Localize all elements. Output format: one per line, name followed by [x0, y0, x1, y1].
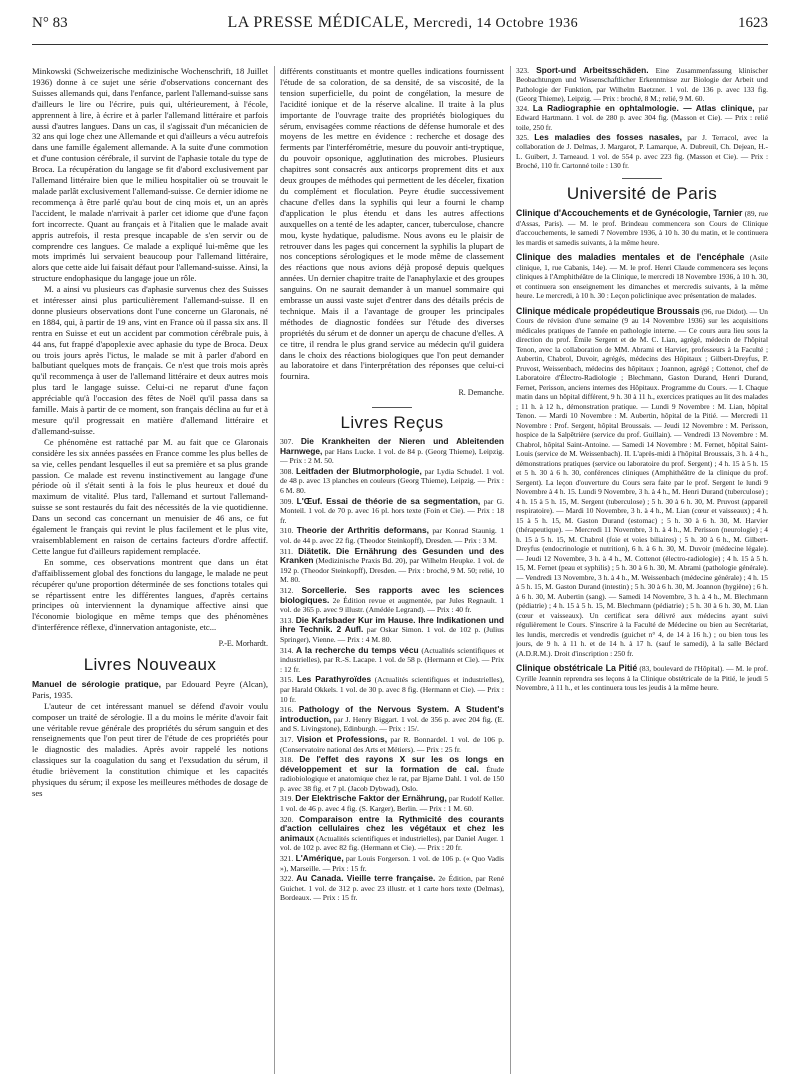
book-meta: par Oskar Simon. 1 vol. de 102 p. (Julius Springer), Vienne. — Prix : 4 M. 80.	[280, 625, 504, 644]
book-number: 320.	[280, 814, 300, 824]
book-number: 318.	[280, 755, 300, 765]
book-title: Die Krankheiten der Nieren und Ableitenden Harnwege,	[280, 436, 504, 456]
book-meta: (Actualités scientifiques et industrielles), par Daniel Auger. 1 vol. de 102 p. avec 82 fig. (Hermann et Cie). — Prix : 20 fr.	[280, 833, 504, 853]
book-entry	[280, 526, 504, 545]
book-title: Vision et Professions,	[296, 733, 388, 744]
clinic-entry	[516, 208, 768, 247]
book-title: Diätetik. Die Ernährung des Gesunden und des Kranken	[280, 545, 504, 566]
book-entry	[280, 874, 504, 903]
book-title: Pathology of the Nervous System. A Student's introduction,	[280, 704, 504, 724]
clinic-title: Clinique des maladies mentales et de l'encéphale	[516, 252, 745, 263]
book-meta: par Louis Forgerson. 1 vol. de 106 p. (« Quo Vadis »), Marseille. — Prix : 15 fr.	[280, 854, 504, 873]
book-meta: par Lydia Schudel. 1 vol. de 48 p. avec 13 planches en couleurs (Georg Thieme), Leipzig. — Prix : 6 M. 80.	[280, 466, 504, 496]
book-number: 310.	[280, 526, 297, 536]
book-number: 325.	[516, 133, 535, 143]
paragraph: M. a ainsi vu plusieurs cas d'aphasie survenus chez des Suisses et intéresser ainsi plus particulièrement l'allemand-suisse. Il en donne plusieurs observations dont l'une concerne un Glaronais, né en 1884, qui, à partir de 19 ans, vint en France où il passa six ans. Il rentra en Suisse et eut un accident par commotion cérébrale puis, à 44 ans, fut frappé d'apoplexie avec aphasie du type de Broca. Deux ou trois jours après l'ictus, le malade se mit à parler d'abord en balbutiant quelques mots de français. Ce n'est que trois mois après qu'il recommença à user de l'allemand littéraire et deux autres mois plus tard le langage suisse. Celui-ci ne reparut d'une façon appréciable qu'à l'occasion des fêtes de Noël qu'il passa dans sa famille. Mais à partir de ce moment, son français déclina au fur et à mesure qu'il progressait en matière d'allemand littéraire et d'allemand-suisse.	[32, 284, 268, 436]
book-entry	[516, 133, 768, 170]
book-title: Die Karlsbader Kur im Hause. Ihre Indikationen und ihre Technik. 2 Aufl.	[280, 614, 504, 635]
book-entry	[516, 66, 768, 103]
book-title: Les maladies des fosses nasales,	[534, 132, 682, 143]
book-number: 307.	[280, 437, 301, 447]
clinic-entry	[516, 252, 768, 301]
book-entry	[516, 104, 768, 132]
book-title: L'Œuf. Essai de théorie de sa segmentation,	[296, 495, 481, 506]
issue-date: Mercredi, 14 Octobre 1936	[413, 16, 579, 31]
clinic-body: (Asile clinique, 1, rue Cabanis, 14e). — M. le prof. Henri Claude commencera ses leçons cliniques à l'Amphithéâtre de la Clinique, le mercredi 18 Novembre 1936, à 10 h. 30, et continuera son enseignement les dimanches et mercredis suivants, à la même heure. Le mercredi, à 10 h. 30 : Leçon policlinique avec présentation de malades.	[516, 253, 768, 301]
book-meta: 2e Édition revue et augmentée, par Jules Regnault. 1 vol. de 365 p. avec 9 illustr. (Amédée Legrand). — Prix : 40 fr.	[280, 595, 504, 615]
book-number: 313.	[280, 615, 296, 625]
book-meta: Étude radiobiologique et anatomique chez le rat, par Bjarne Dahl. 1 vol. de 150 p. avec 38 fig. et 7 pl. (Jacob Dybwad), Oslo.	[280, 764, 504, 793]
book-meta: par J. Terracol, avec la collaboration de J. Delmas, J. Margarot, P. Lamarque, A. Dubreuil, Ch. Dejean, H.-L. Guibert, J. Tarneaud. 1 vol. de 554 p. avec 223 fig. (Masson et Cie). — Prix : Broché, 110 fr. Cartonné toile : 130 fr.	[516, 133, 768, 170]
book-title: La Radiographie en ophtalmologie. — Atlas clinique,	[532, 103, 755, 114]
masthead	[227, 14, 578, 32]
clinic-title: Clinique médicale propédeutique Broussais	[516, 305, 700, 316]
section-title-universite: Université de Paris	[566, 184, 718, 204]
book-entry	[280, 616, 504, 645]
column-separator	[510, 66, 511, 1074]
book-entry	[280, 586, 504, 615]
book-number: 308.	[280, 466, 296, 476]
book-meta: par Konrad Staunig. 1 vol. de 44 p. avec 22 fig. (Theodor Steinkopff), Dresden. — Prix : 3 M.	[280, 526, 504, 546]
book-number: 309.	[280, 496, 297, 506]
column-3	[516, 66, 768, 1076]
section-title-livres-recus: Livres Reçus	[340, 413, 444, 433]
book-meta: par Rudolf Keller. 1 vol. de 46 p. avec 4 fig. (S. Karger), Berlin. — Prix : 1 M. 60.	[280, 794, 504, 814]
book-number: 314.	[280, 645, 297, 655]
clinic-body: (89, rue d'Assas, Paris). — M. le prof. Brindeau commencera son Cours de Clinique d'accouchements, le samedi 7 Novembre 1936, à 10 h. 30 du matin, et le continuera les mardis et samedis suivants, à la même heure.	[516, 209, 768, 247]
divider	[372, 407, 412, 408]
header-rule	[32, 44, 768, 45]
book-title: Sport-und Arbeitsschäden.	[536, 66, 649, 75]
review-meta: par Edouard Peyre (Alcan), Paris, 1935.	[32, 678, 268, 700]
book-number: 323.	[516, 66, 537, 75]
book-number: 324.	[516, 104, 533, 114]
book-number: 319.	[280, 794, 296, 804]
book-entry	[280, 497, 504, 526]
divider	[622, 178, 662, 179]
book-entry	[280, 705, 504, 734]
book-meta: (Medizinische Praxis Bd. 20), par Wilhelm Heupke. 1 vol. de 192 p. (Theodor Steinkopff), Dresden. — Prix : broché, 9 M. 50; relié, 10 M. 80.	[280, 556, 504, 585]
book-meta: par R. Bonnardel. 1 vol. de 106 p. (Conservatoire national des Arts et Métiers). — Prix : 25 fr.	[280, 734, 504, 754]
paragraph: En somme, ces observations montrent que dans un état d'affaiblissement global des fonctions du langage, le malade ne peut récupérer qu'une proportion déterminée de ses fonctions totales qui se répartissent entre les différentes langues, d'après certains principes où interviennent la dynamique affective ainsi que l'économie biologique en même temps que des phénomènes d'interférence réflexe, d'innervation antagoniste, etc...	[32, 556, 268, 633]
clinic-entry	[516, 663, 768, 693]
book-meta: (Actualités scientifiques et industrielles), par R.-S. Lacape. 1 vol. de 58 p. (Hermann et Cie). — Prix : 12 fr.	[280, 645, 504, 674]
book-meta: 2e Édition, par René Guichet. 1 vol. de 312 p. avec 23 illustr. et 1 carte hors texte (Delmas), Bordeaux. — Prix : 15 fr.	[280, 874, 504, 903]
book-number: 317.	[280, 734, 297, 744]
clinic-text	[516, 208, 768, 247]
book-entry	[280, 794, 504, 813]
book-entry	[280, 437, 504, 466]
book-title: A la recherche du temps vécu	[296, 644, 419, 655]
clinic-title: Clinique d'Accouchements et de Gynécologie, Tarnier	[516, 208, 743, 219]
book-title: De l'effet des rayons X sur les os longs en développement et sur la formation de cal.	[280, 754, 504, 774]
book-number: 316.	[280, 705, 299, 715]
book-meta: Eine Zusammenfassung klinischer Beobachtungen und Wissenschaftlicher Erkenntnisse zur Biologie der Arbeit und Pathologie der Funktion, par Wilhelm Baetzner. 1 vol. de 136 p. avec 133 fig. (Georg Thieme), Leipzig. — Prix : broché, 8 M.; relié, 9 M. 60.	[516, 66, 768, 103]
clinic-title: Clinique obstétricale La Pitié	[516, 663, 638, 674]
clinic-entry	[516, 306, 768, 659]
books-list	[280, 437, 504, 903]
book-entry	[280, 675, 504, 704]
book-title: Der Elektrische Faktor der Ernährung,	[295, 793, 447, 804]
column-separator	[274, 66, 275, 1074]
journal-name: LA PRESSE MÉDICALE,	[227, 14, 409, 31]
books-list-continued	[516, 66, 768, 170]
clinic-text	[516, 663, 768, 693]
book-number: 315.	[280, 675, 297, 685]
clinic-text	[516, 306, 768, 659]
review-title: Manuel de sérologie pratique,	[32, 678, 162, 689]
paragraph: Ce phénomène est rattaché par M. au fait que ce Glaronais considère les six années passées en France comme les plus belles de sa vie, celles pendant lesquelles il eut sa première et sa plus grande passion. Ce malade est revenu instinctivement au langage d'une période où il s'était senti à la fois le plus heureux et doué du maximum de vitalité. Plus tard, l'allemand et surtout l'allemand-suisse se sont restaurés du fait des nécessités de la vie quotidienne. Dans un second cas concernant un menuisier de 46 ans, ce fut également le français qui revint le plus facilement et le plus vite, vraisemblablement en raison de certains facteurs d'ordre affectif. Cette langue fut d'ailleurs rapidement remplacée.	[32, 436, 268, 556]
paragraph: Minkowski (Schweizerische medizinische Wochenschrift, 18 Juillet 1936) donne à ce sujet une série d'observations concernant des Suisses allemands qui, dans l'enfance, parlent l'allemand-suisse sans d'ailleurs le lire ou l'écrire, puis qui, ultérieurement, à l'école, apprennent à lire, à écrire et à parler l'allemand littéraire et parfois aussi d'autres langues. Dans un cas, il s'agissait d'un mécanicien de 32 ans qui loge chez une Allemande et qui d'ailleurs a vécu autrefois dans une famille également allemande. A la suite d'une commotion et d'une contusion cérébrale, il survint de l'aphasie totale du type de Broca. La récupération du langage se fit d'abord exclusivement par l'allemand littéraire bien que le milieu hospitalier où se trouvait le malade parlât exclusivement l'allemand-suisse. Ce dernier idiome ne recommença à être parlé qu'au bout de cinq mois et, un an après l'accident, le malade n'arrivait à parler cet idiome que d'une façon fort incorrecte. Quant au français et à l'italien que le malade avait appris autrefois, il resta presque incapable de s'en servir ou de comprendre ces langues. Ce malade a expliqué lui-même que les mots imprimés lui servaient beaucoup pour l'allemand littéraire, alors que cette aide lui faisait défaut pour l'allemand-suisse. Ainsi, la structure endophasique du langage joue un rôle.	[32, 66, 268, 284]
book-title: Theorie der Arthritis deformans,	[296, 525, 429, 536]
book-meta: (Actualités scientifiques et industrielles), par Harald Okkels. 1 vol. de 30 p. avec 8 fig. (Hermann et Cie). — Prix : 10 fr.	[280, 675, 504, 704]
book-title: Leitfaden der Blutmorphologie,	[295, 465, 422, 476]
book-title: Comparaison entre la Rythmicité des courants d'action cellulaires chez les végétaux et chez les animaux	[280, 813, 504, 843]
page-header	[32, 14, 768, 40]
clinic-body: (83, boulevard de l'Hôpital). — M. le prof. Cyrille Jeannin reprendra ses leçons à la Clinique obstétricale de la Pitié, le jeudi 5 Novembre, à 11 h., et les continuera tous les jeudis à la même heure.	[516, 664, 768, 693]
signature: R. Demanche.	[458, 388, 504, 398]
section-title-livres-nouveaux: Livres Nouveaux	[83, 655, 217, 675]
book-number: 322.	[280, 874, 297, 884]
book-number: 311.	[280, 546, 299, 556]
paragraph: L'auteur de cet intéressant manuel se défend d'avoir voulu composer un traité de sérologie. Il a du moins le mérite d'avoir fait une véritable revue générale des propriétés du sérum sanguin et des renseignements que l'on peut tirer de l'étude de ces propriétés pour le diagnostic des maladies. Après avoir rappelé les notions classiques sur la coagulation du sang et l'exsudation du sérum, il étudie brièvement la constitution chimique et les capacités physiques du sérum; il expose les meilleures méthodes de dosage de ses	[32, 700, 268, 798]
column-1	[32, 66, 268, 1076]
book-entry	[280, 755, 504, 793]
issue-number: N° 83	[32, 15, 68, 31]
book-entry	[280, 467, 504, 496]
clinic-body: (96, rue Didot). — Un Cours de révision d'une semaine (9 au 14 Novembre 1936) sur les acquisitions médicales pratiques de l'année en pathologie interne. — Ce cours aura lieu sous la direction du prof. Émile Sergent et de M. C. Lian, agrégé, médecin de l'hôpital Tenon, avec la collaboration de MM. Abrami et Harvier, professeurs à la Faculté ; Aubertin, Chabrol, Duvoir, agrégés, médecins des Hôpitaux ; Gilbert-Dreyfus, P. Pruvost, Weissenbach, médecins des hôpitaux ; Joannon, agrégé ; Cottenot, chef de Laboratoire d'Électro-Radiologie ; Blechmann, Gaston Durand, Henri Durand, Fernet, Perisson, anciens internes des Hôpitaux. Programme du Cours. — I. Chaque matin dans un hôpital différent, 9 h. 30 à 11 h., exercices pratiques au lit des malades ; 11 h. à 12 h., démonstration pratique. — Lundi 9 Novembre : M. Lian, hôpital Tenon. — Mardi 10 Novembre : M. Aubertin, hôpital de la Pitié. — Mercredi 11 Novembre : Prof. Sergent, hôpital Broussais. — Jeudi 12 Novembre : M. Perisson, hospice de la Salpêtrière (service du prof. Guillain). — Vendredi 13 Novembre : M. Chabrol, hôpital Saint-Antoine. — Samedi 14 Novembre : M. Fernet, hôpital Saint-Louis (service de M. Weissenbach). II. L'après-midi à l'hôpital Broussais, 3 h. à 4 h., démonstrations pratiques (service ou laboratoire du prof. Sergent) ; 4 h. 15 à 5 h. 15 et 5 h. 30 à 6 h. 30, conférences cliniques (Amphithéâtre de la clinique du prof. Sergent). La leçon d'ouverture du Cours sera faite par le prof. Sergent le lundi 9 Novembre à 4 h. 15. Lundi 9 Novembre, 3 h. à 4 h., M. Henri Durand (tuberculose) ; 4 h. 15 à 5 h. 15, M. Sergent (tuberculose) ; 5 h. 30 à 6 h. 30, M. Pruvost (appareil respiratoire). — Mardi 10 Novembre, 3 h. à 4 h., M. Lian (cœur et vaisseaux) ; 4 h. 15 à 5 h. 15, M. Gaston Durand (estomac) ; 5 h. 30 à 6 h. 30, M. Harvier (thérapeutique). — Mercredi 11 Novembre, 3 h. à 4 h., M. Perisson (neurologie) ; 4 h. 15 à 5 h. 15, M. Chabrol (foie et voies biliaires) ; 5 h. 30 à 6 h., M. Gilbert-Dreyfus (endocrinologie et nutrition), 6 h. à 6 h. 30, M. Duvoir (médecine légale). — Jeudi 12 Novembre, 3 h. à 4 h., M. Cottenot (électro-radiologie) ; 4 h. 15 à 5 h. 15, M. Fernet (peau et syphilis) ; 5 h. 30 à 6 h. 30, M. Abrami (pathologie générale). — Vendredi 13 Novembre, 3 h. à 4 h., M. Weissenbach (médecine générale) ; 4 h. 15 à 5 h. 15, M. Gaston Durand (intestin) ; 5 h. 30 à 6 h. 30, M. Joannon (hygiène) ; 6 h. à 6 h. 30, M. Aubertin (sang). — Samedi 14 Novembre, 3 h. à 4 h., M. Blechmann (pédiatrie) ; 4 h. 15 à 5 h. 15, M. Blechmann (pédiatrie) ; 5 h. 30 à 6 h. 30, M. Lian (cœur et vaisseaux). Un certificat sera délivré aux médecins ayant suivi régulièrement le Cours. S'inscrire à la Faculté de Médecine ou bien au Secrétariat, les lundis, mercredis et vendredis (guichet n° 4, de 14 à 16 h.) ; ou bien tous les jours, de 9 h. à 11 h. et de 14 h. à 17 h. (sauf le samedi), à la salle Béclard (A.D.R.M.). Droit d'inscription : 250 fr.	[516, 306, 768, 658]
book-title: Au Canada. Vieille terre française.	[296, 873, 436, 884]
book-entry	[280, 646, 504, 675]
book-meta: par J. Henry Biggart. 1 vol. de 356 p. avec 204 fig. (E. and S. Livingstone), Edinburgh. — Prix : 15/.	[280, 714, 504, 734]
book-entry	[280, 547, 504, 585]
review-heading	[32, 679, 268, 701]
book-title: L'Amérique,	[295, 853, 344, 864]
book-meta: par G. Monteil. 1 vol. de 70 p. avec 16 pl. hors texte (Foin et Cie). — Prix : 18 fr.	[280, 496, 504, 525]
book-number: 321.	[280, 854, 296, 864]
paragraph: différents constituants et montre quelles indications fournissent l'étude de sa coloration, de sa densité, de sa viscosité, de la tension superficielle, du point de congélation, la mesure de l'acidité ionique et de la réserve alcaline. Il traite à la plus importante de l'ouvrage traite des propriétés biologiques du sérum, envisagées comme réactions de défense humorale et des moyens de les mettre en évidence : recherche et dosage des ferments par l'interférométrie, mesure du pouvoir anti-tryptique, du pouvoir opsonique, agglutination des microbes. Plusieurs chapitres sont consacrés aux anticorps proprement dits et aux deux groupes de méthodes qui permettent de les déceler, fixation du complément et floculation. Peyre étudie successivement chacune d'elles dans la syphilis qui leur a fourni le champ d'application le plus étendu et dans les autres affections auxquelles on a tenté de les adapter, cancer, tuberculose, chancre mou, kyste hydatique, paludisme. Nous avons eu le plaisir de retrouver dans les pages qui concernent la syphilis la plupart de nos conceptions sérologiques et le mode même de classement des réactions que nous avions déjà proposé depuis quelques années. Un dernier chapitre traite de l'anaphylaxie et des groupes sanguins. On ne saurait demander à un manuel sommaire qui embrasse un aussi vaste sujet d'entrer dans des détails précis de technique. Mais il a l'avantage de grouper les principales méthodes de diagnostic fondées sur l'étude des diverses propriétés du sérum et de donner un aperçu de chacune d'elles. A ce titre, il rendra le plus grand service au médecin qu'il guidera dans le choix des réactions biologiques que l'on peut demander au laboratoire et dans l'interprétation des réponses que celui-ci fournira.	[280, 66, 504, 382]
signature: P.-E. Morhardt.	[218, 639, 268, 649]
book-entry	[280, 815, 504, 853]
book-number: 312.	[280, 586, 302, 595]
book-meta: par Edward Hartmann. 1 vol. de 280 p. avec 304 fig. (Masson et Cie). — Prix : relié toile, 250 fr.	[516, 104, 768, 132]
clinics-list	[516, 208, 768, 693]
book-title: Les Parathyroïdes	[296, 674, 372, 685]
book-meta: par Hans Lucke. 1 vol. de 84 p. (Georg Thieme), Leipzig. — Prix : 2 M. 50.	[280, 446, 504, 466]
book-title: Sorcellerie. Ses rapports avec les sciences biologiques.	[280, 585, 504, 605]
page-number: 1623	[737, 15, 768, 31]
clinic-text	[516, 252, 768, 301]
book-entry	[280, 854, 504, 873]
book-entry	[280, 735, 504, 754]
column-2	[280, 66, 504, 1076]
